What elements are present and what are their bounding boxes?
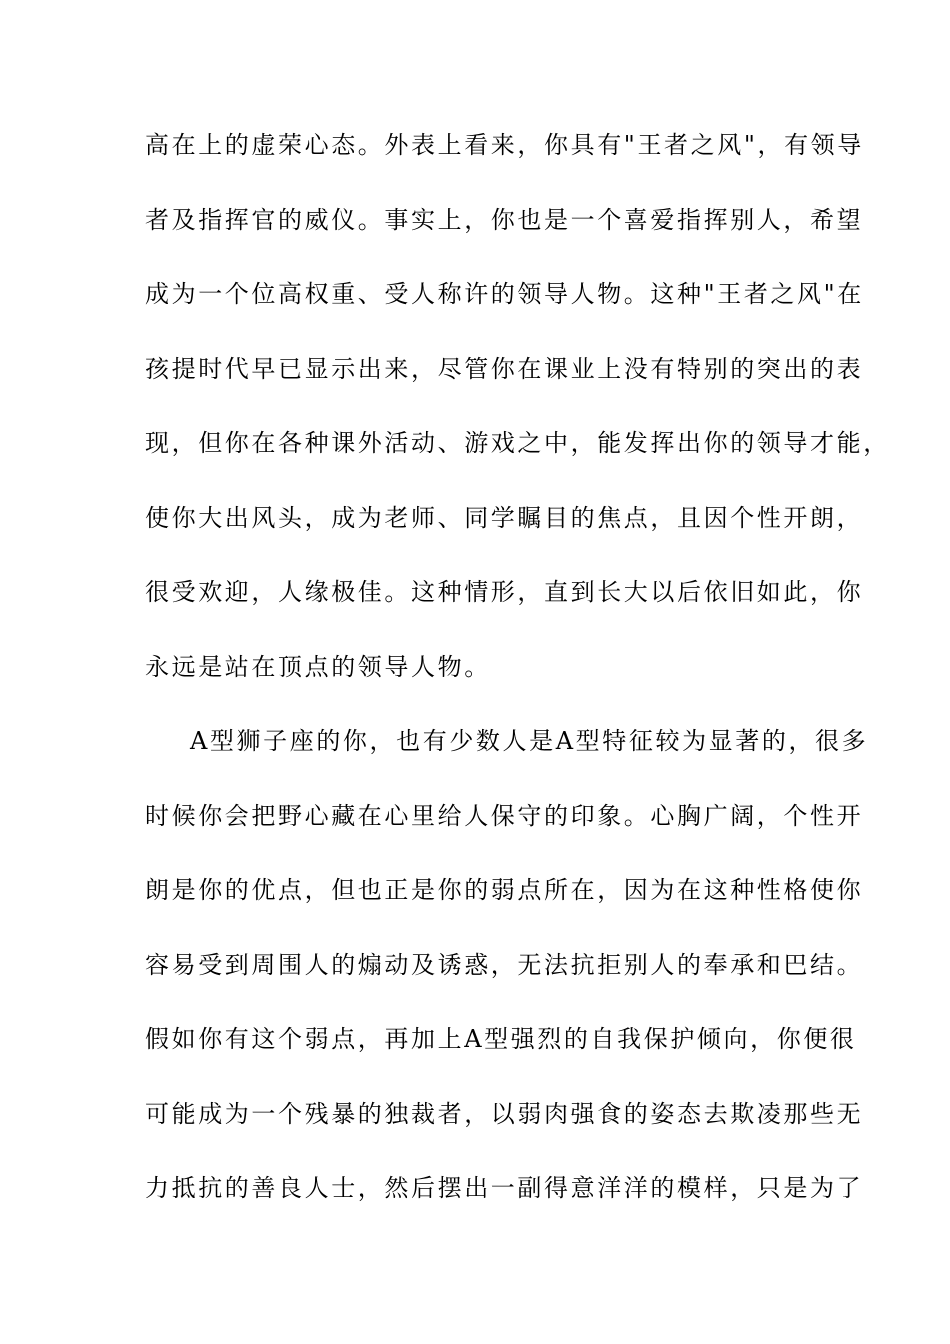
text-line: 容易受到周围人的煽动及诱惑，无法抗拒别人的奉承和巴结。 [145, 950, 864, 979]
text-line: 时候你会把野心藏在心里给人保守的印象。心胸广阔，个性开 [145, 801, 864, 830]
text-line: 者及指挥官的威仪。事实上，你也是一个喜爱指挥别人，希望 [145, 205, 864, 234]
text-line: 成为一个位高权重、受人称许的领导人物。这种"王者之风"在 [145, 280, 864, 308]
text-line: 使你大出风头，成为老师、同学瞩目的焦点，且因个性开朗， [145, 503, 864, 532]
text-line: 假如你有这个弱点，再加上A型强烈的自我保护倾向，你便很 [145, 1025, 857, 1053]
text-line: 高在上的虚荣心态。外表上看来，你具有"王者之风"，有领导 [145, 131, 864, 159]
body-text [145, 130, 890, 1248]
text-line: 力抵抗的善良人士，然后摆出一副得意洋洋的模样，只是为了 [145, 1174, 864, 1202]
text-line: 现，但你在各种课外活动、游戏之中，能发挥出你的领导才能， [145, 429, 890, 457]
paragraph-start-line: A型狮子座的你，也有少数人是A型特征较为显著的，很多 [190, 727, 869, 755]
text-line: 孩提时代早已显示出来，尽管你在课业上没有特别的突出的表 [145, 354, 864, 383]
text-line: 永远是站在顶点的领导人物。 [145, 652, 491, 681]
text-line: 可能成为一个残暴的独裁者，以弱肉强食的姿态去欺凌那些无 [145, 1099, 864, 1128]
text-line: 朗是你的优点，但也正是你的弱点所在，因为在这种性格使你 [145, 876, 864, 904]
text-line: 很受欢迎，人缘极佳。这种情形，直到长大以后依旧如此，你 [145, 578, 864, 606]
